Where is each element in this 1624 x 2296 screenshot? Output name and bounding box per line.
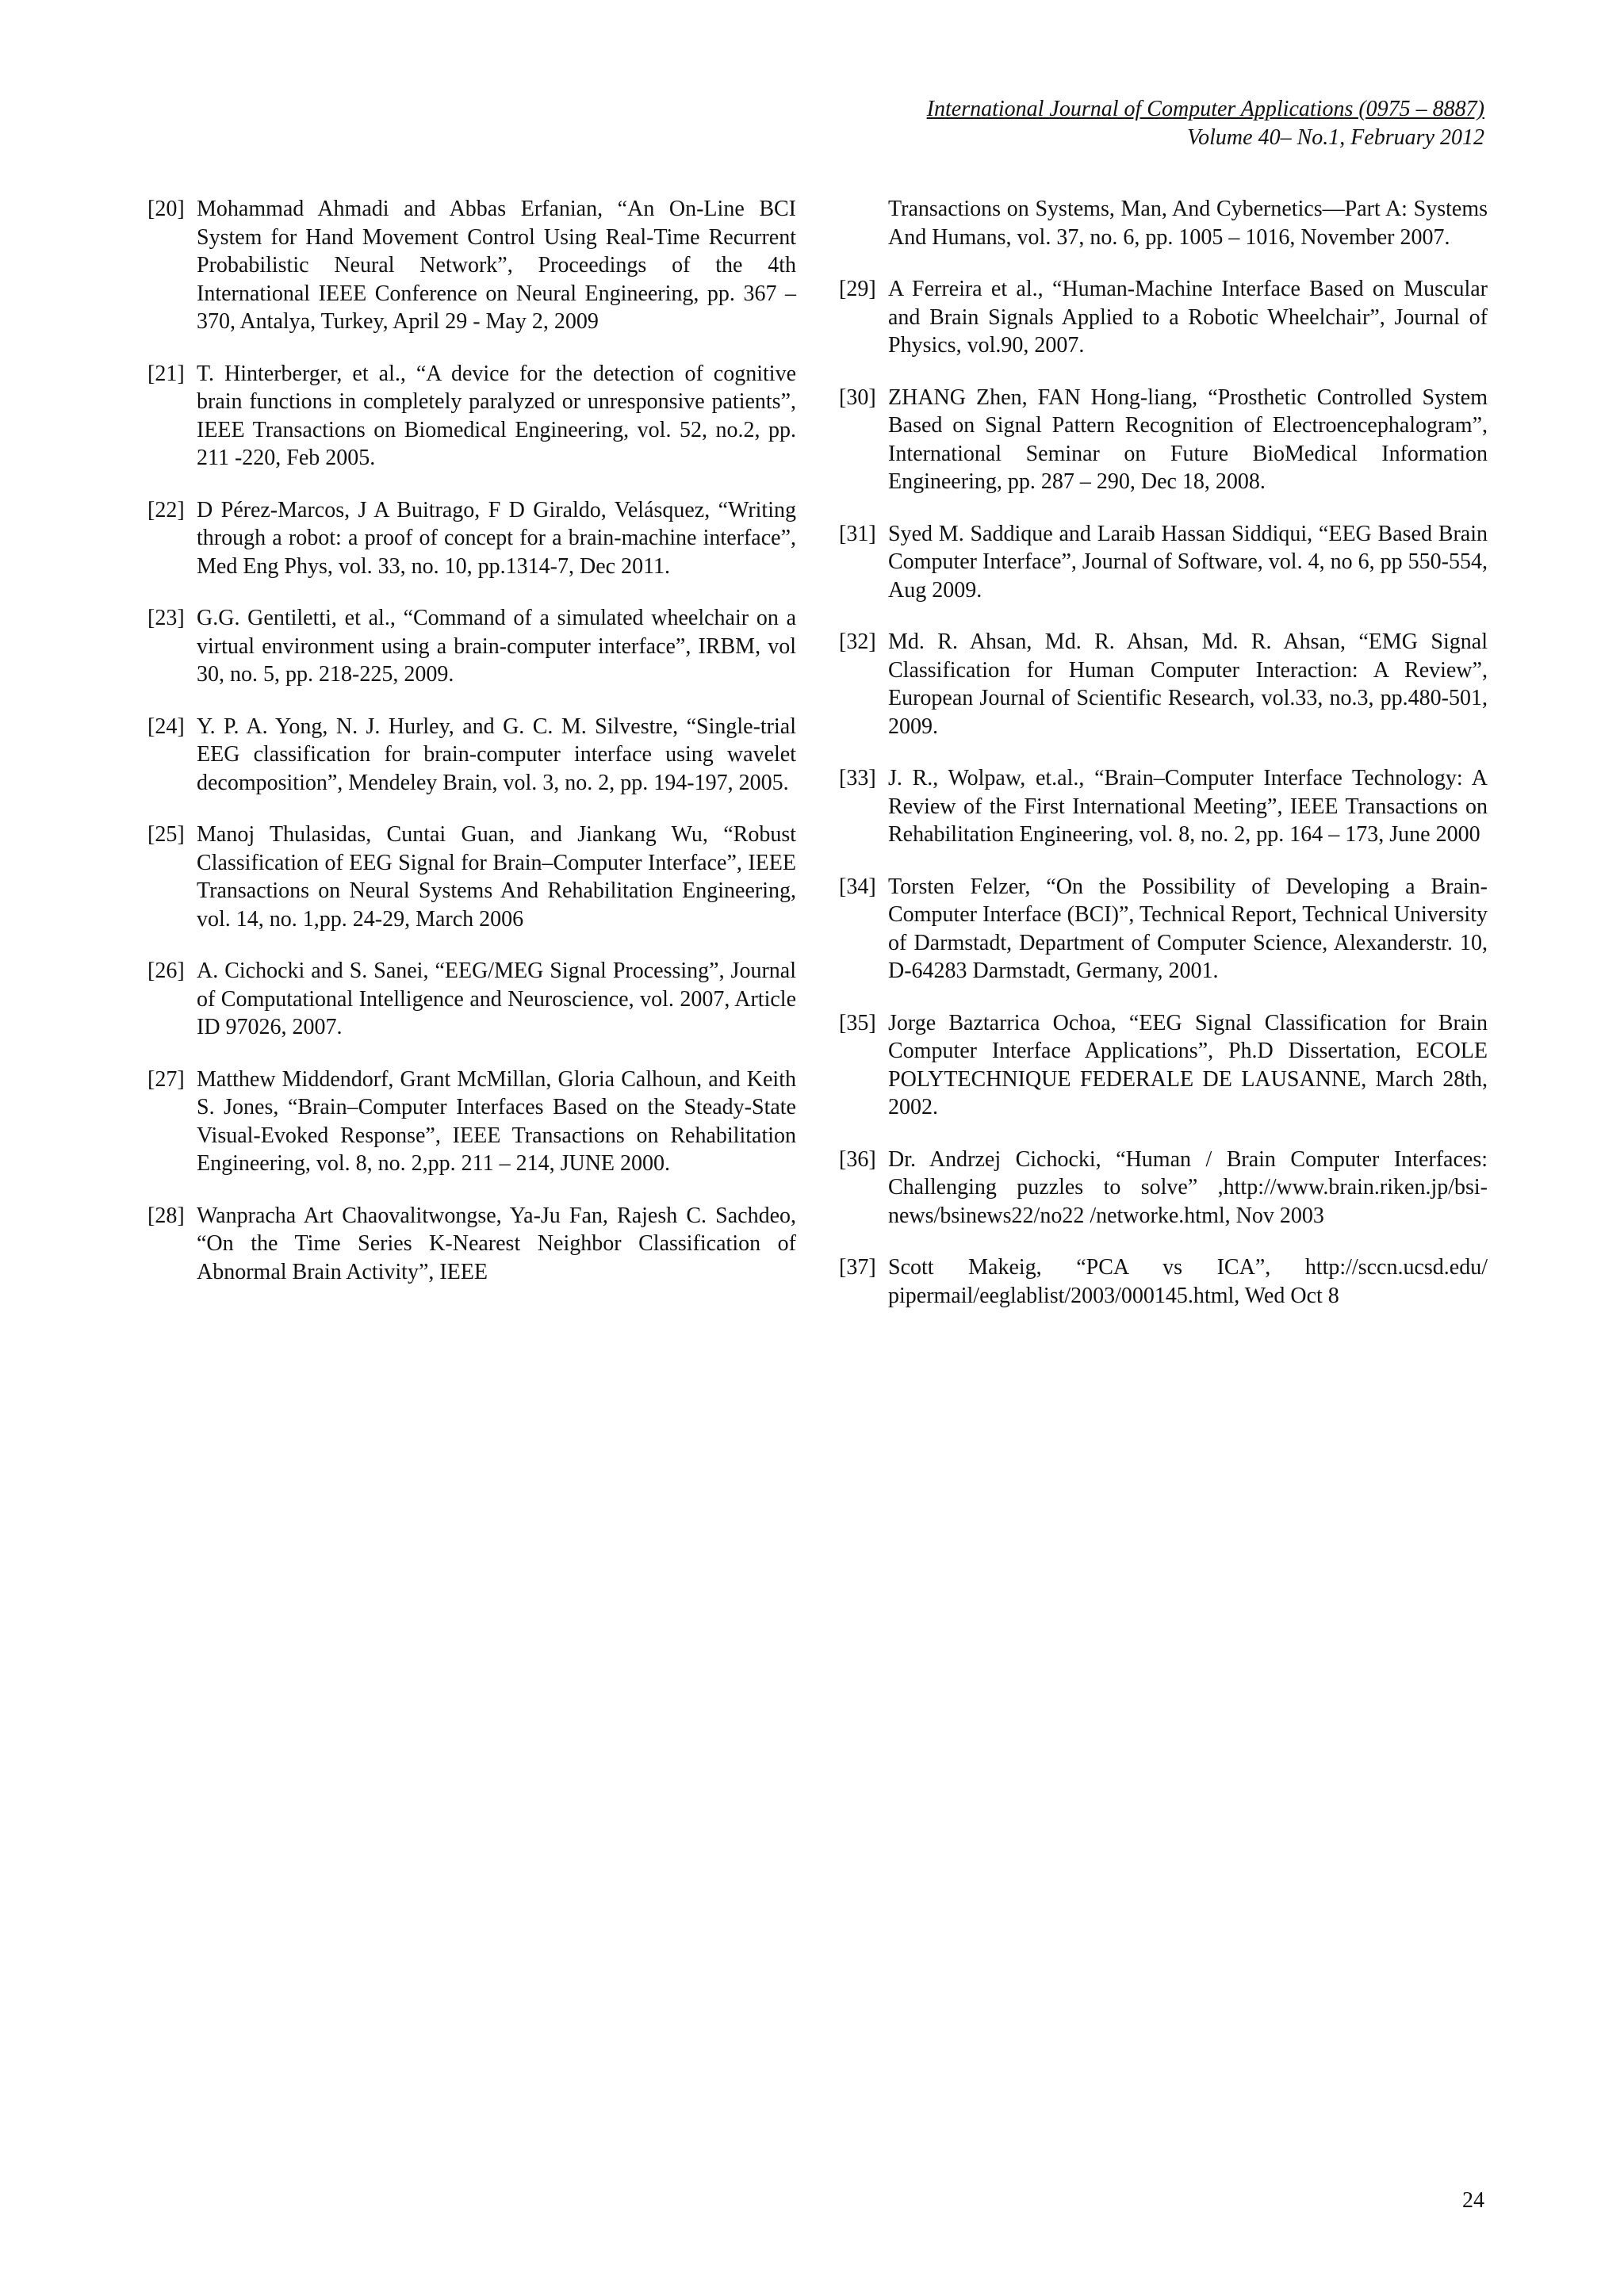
- reference-33: [839, 764, 1488, 849]
- reference-29: [839, 275, 1488, 360]
- reference-34: [839, 873, 1488, 985]
- reference-text: Y. P. A. Yong, N. J. Hurley, and G. C. M. Silvestre, “Single-trial EEG classification for brain-computer interface using wavelet decomposition”, Mendeley Brain, vol. 3, no. 2, pp. 194-197, 2005.: [197, 714, 796, 795]
- reference-text: Md. R. Ahsan, Md. R. Ahsan, Md. R. Ahsan, “EMG Signal Classification for Human Computer Interaction: A Review”, European Journal of Scientific Research, vol.33, no.3, pp.480-501, 2009.: [888, 629, 1488, 739]
- reference-number: [34]: [839, 874, 876, 899]
- reference-22: [147, 496, 796, 581]
- running-header: [927, 95, 1484, 152]
- reference-text: J. R., Wolpaw, et.al., “Brain–Computer Interface Technology: A Review of the First International Meeting”, IEEE Transactions on Rehabilitation Engineering, vol. 8, no. 2, pp. 164 – 173, June 2000: [888, 766, 1488, 847]
- references-left-column: [147, 195, 796, 1310]
- reference-25: [147, 821, 796, 933]
- reference-text: Mohammad Ahmadi and Abbas Erfanian, “An On-Line BCI System for Hand Movement Control Using Real-Time Recurrent Probabilistic Neural Network”, Proceedings of the 4th International IEEE Conference on Neural Engineering, pp. 367 – 370, Antalya, Turkey, April 29 - May 2, 2009: [197, 197, 796, 334]
- reference-text: Scott Makeig, “PCA vs ICA”, http://sccn.ucsd.edu/ pipermail/eeglablist/2003/000145.html, Wed Oct 8: [888, 1255, 1488, 1308]
- journal-title: International Journal of Computer Applications (0975 – 8887): [926, 97, 1484, 121]
- reference-text: Torsten Felzer, “On the Possibility of Developing a Brain-Computer Interface (BCI)”, Technical Report, Technical University of Darmstadt, Department of Computer Science, Alexanderstr. 10, D-64283 Darmstadt, Germany, 2001.: [888, 874, 1488, 983]
- reference-number: [29]: [839, 277, 876, 301]
- reference-text: D Pérez-Marcos, J A Buitrago, F D Giraldo, Velásquez, “Writing through a robot: a proof of concept for a brain-machine interface”, Med Eng Phys, vol. 33, no. 10, pp.1314-7, Dec 2011.: [197, 497, 796, 579]
- reference-30: [839, 384, 1488, 496]
- reference-number: [25]: [147, 822, 185, 847]
- reference-36: [839, 1146, 1488, 1230]
- reference-number: [33]: [839, 766, 876, 790]
- reference-text: Manoj Thulasidas, Cuntai Guan, and Jiankang Wu, “Robust Classification of EEG Signal for Brain–Computer Interface”, IEEE Transactions on Neural Systems And Rehabilitation Engineering, vol. 14, no. 1,pp. 24-29, March 2006: [197, 822, 796, 932]
- reference-text: T. Hinterberger, et al., “A device for the detection of cognitive brain functions in completely paralyzed or unresponsive patients”, IEEE Transactions on Biomedical Engineering, vol. 52, no.2, pp. 211 -220, Feb 2005.: [197, 361, 796, 470]
- reference-number: [24]: [147, 714, 185, 739]
- reference-23: [147, 604, 796, 689]
- reference-27: [147, 1066, 796, 1178]
- reference-37: [839, 1253, 1488, 1310]
- page-number: 24: [1462, 2188, 1484, 2213]
- reference-number: [37]: [839, 1255, 876, 1280]
- reference-21: [147, 360, 796, 473]
- references-right-column: [839, 195, 1488, 1334]
- reference-number: [30]: [839, 385, 876, 410]
- reference-number: [22]: [147, 497, 185, 522]
- reference-text: G.G. Gentiletti, et al., “Command of a simulated wheelchair on a virtual environment using a brain-computer interface”, IRBM, vol 30, no. 5, pp. 218-225, 2009.: [197, 606, 796, 687]
- reference-text: Matthew Middendorf, Grant McMillan, Gloria Calhoun, and Keith S. Jones, “Brain–Computer Interfaces Based on the Steady-State Visual-Evoked Response”, IEEE Transactions on Rehabilitation Engineering, vol. 8, no. 2,pp. 211 – 214, JUNE 2000.: [197, 1066, 796, 1176]
- reference-number: [21]: [147, 361, 185, 386]
- reference-text: Wanpracha Art Chaovalitwongse, Ya-Ju Fan, Rajesh C. Sachdeo, “On the Time Series K-Nearest Neighbor Classification of Abnormal Brain Activity”, IEEE: [197, 1203, 796, 1284]
- reference-number: [28]: [147, 1203, 185, 1228]
- reference-number: [20]: [147, 197, 185, 221]
- reference-text: Dr. Andrzej Cichocki, “Human / Brain Computer Interfaces: Challenging puzzles to solve” ,http://www.brain.riken.jp/bsi-news/bsinews22/no22 /networke.html, Nov 2003: [888, 1146, 1488, 1228]
- reference-number: [36]: [839, 1146, 876, 1172]
- reference-20: [147, 195, 796, 336]
- journal-volume: Volume 40– No.1, February 2012: [1187, 125, 1484, 150]
- reference-text: Syed M. Saddique and Laraib Hassan Siddiqui, “EEG Based Brain Computer Interface”, Journal of Software, vol. 4, no 6, pp 550-554, Aug 2009.: [888, 521, 1488, 603]
- reference-text: A Ferreira et al., “Human-Machine Interface Based on Muscular and Brain Signals Applied to a Robotic Wheelchair”, Journal of Physics, vol.90, 2007.: [888, 277, 1488, 358]
- reference-number: [27]: [147, 1066, 185, 1092]
- reference-28: [147, 1202, 796, 1287]
- reference-26: [147, 957, 796, 1042]
- reference-24: [147, 713, 796, 798]
- reference-text: A. Cichocki and S. Sanei, “EEG/MEG Signal Processing”, Journal of Computational Intelligence and Neuroscience, vol. 2007, Article ID 97026, 2007.: [197, 959, 796, 1039]
- reference-31: [839, 520, 1488, 605]
- reference-35: [839, 1009, 1488, 1122]
- reference-number: [31]: [839, 521, 876, 546]
- reference-text: Jorge Baztarrica Ochoa, “EEG Signal Classification for Brain Computer Interface Applications”, Ph.D Dissertation, ECOLE POLYTECHNIQUE FEDERALE DE LAUSANNE, March 28th, 2002.: [888, 1010, 1488, 1119]
- reference-text: ZHANG Zhen, FAN Hong-liang, “Prosthetic Controlled System Based on Signal Pattern Recognition of Electroencephalogram”, International Seminar on Future BioMedical Information Engineering, pp. 287 – 290, Dec 18, 2008.: [888, 385, 1488, 494]
- reference-number: [23]: [147, 606, 185, 630]
- reference-28-continuation: Transactions on Systems, Man, And Cybernetics—Part A: Systems And Humans, vol. 37, no. 6, pp. 1005 – 1016, November 2007.: [888, 197, 1488, 250]
- reference-number: [32]: [839, 629, 876, 654]
- reference-32: [839, 628, 1488, 740]
- reference-number: [26]: [147, 959, 185, 983]
- reference-number: [35]: [839, 1010, 876, 1035]
